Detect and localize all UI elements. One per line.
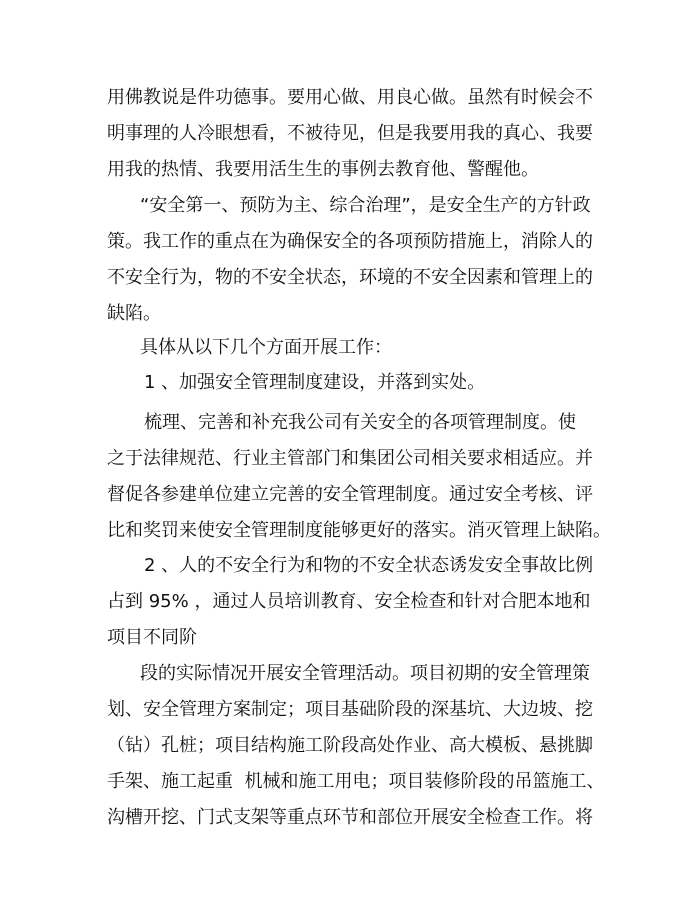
text-line: 项目不同阶 <box>107 627 197 648</box>
text-line: 用我的热情、我要用活生生的事例去教育他、警醒他。 <box>107 159 539 180</box>
text-line: 段的实际情况开展安全管理活动。项目初期的安全管理策 <box>140 663 590 684</box>
section-heading: 1 、加强安全管理制度建设，并落到实处。 <box>144 372 486 393</box>
text-line: “安全第一、预防为主、综合治理”，是安全生产的方针政 <box>140 195 591 216</box>
text-line: 沟槽开挖、门式支架等重点环节和部位开展安全检查工作。将 <box>107 807 593 828</box>
text-line: 梳理、完善和补充我公司有关安全的各项管理制度。使 <box>144 412 576 433</box>
text-line: 策。我工作的重点在为确保安全的各项预防措施上，消除人的 <box>107 231 593 252</box>
text-line: 之于法律规范、行业主管部门和集团公司相关要求相适应。并 <box>107 448 593 469</box>
text-line: 不安全行为，物的不安全状态，环境的不安全因素和管理上的 <box>107 267 593 288</box>
text-line: 用佛教说是件功德事。要用心做、用良心做。虽然有时候会不 <box>107 87 593 108</box>
text-line: 督促各参建单位建立完善的安全管理制度。通过安全考核、评 <box>107 484 593 505</box>
text-line: 手架、施工起重 机械和施工用电；项目装修阶段的吊篮施工、 <box>107 771 605 792</box>
section-heading: 2 、人的不安全行为和物的不安全状态诱发安全事故比例 <box>144 555 594 576</box>
text-line: 划、安全管理方案制定；项目基础阶段的深基坑、大边坡、挖 <box>107 699 593 720</box>
text-line: 明事理的人冷眼想看，不被待见，但是我要用我的真心、我要 <box>107 123 593 144</box>
text-line: （钻）孔桩；项目结构施工阶段高处作业、高大模板、悬挑脚 <box>107 735 593 756</box>
text-line: 具体从以下几个方面开展工作： <box>140 337 392 358</box>
text-line: 缺陷。 <box>107 303 161 324</box>
text-line: 比和奖罚来使安全管理制度能够更好的落实。消灭管理上缺陷。 <box>107 520 611 541</box>
text-line: 占到 95% ，通过人员培训教育、安全检查和针对合肥本地和 <box>107 591 591 612</box>
